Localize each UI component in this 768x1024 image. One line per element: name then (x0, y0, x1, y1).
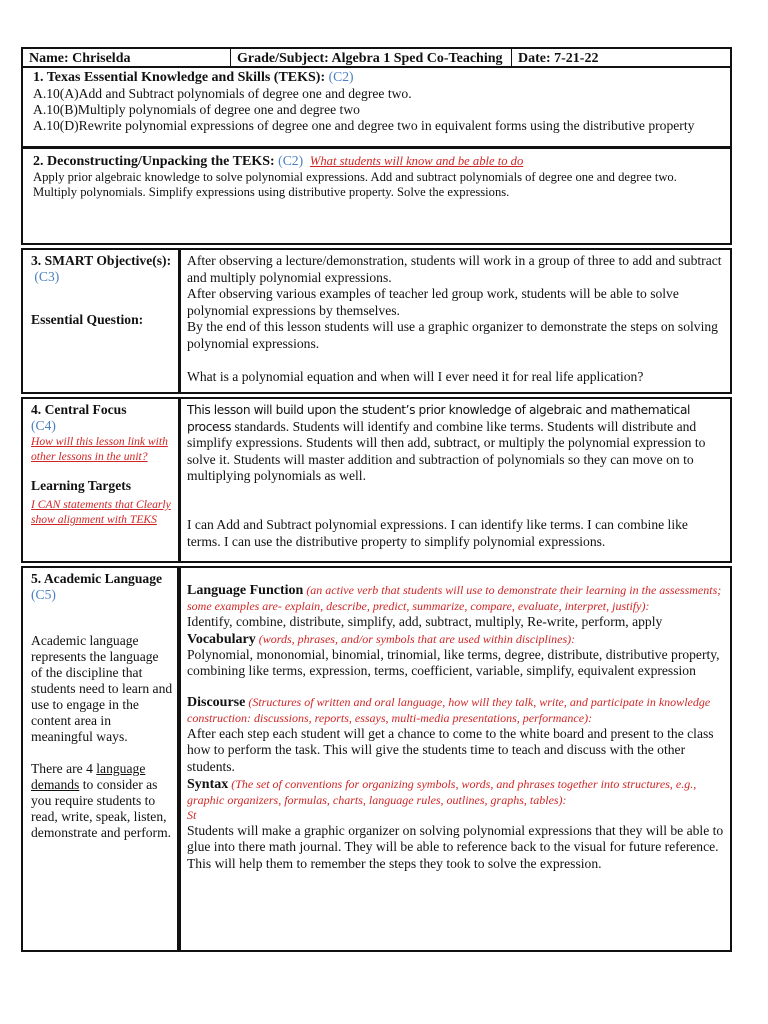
teacher-name: Name: Chriselda (23, 49, 231, 66)
academic-left-cell (23, 568, 181, 950)
academic-title: 5. Academic Language (31, 571, 163, 586)
teks-tag: (C2) (328, 69, 354, 84)
central-focus-tag: (C4) (31, 418, 56, 433)
vocabulary-body: Polynomial, mononomial, binomial, trinomial, like terms, degree, distribute, distributive property, combining like terms, expression, terms, coefficient, variable, simplify, equivalent expression (187, 646, 720, 679)
smart-title: 3. SMART Objective(s): (31, 253, 172, 268)
syntax-label: Syntax (187, 776, 229, 792)
teks-line-b: A.10(B)Multiply polynomials of degree one and degree two (33, 102, 360, 117)
language-function-label: Language Function (187, 583, 304, 598)
syntax-st: St (187, 807, 197, 822)
learning-targets-title: Learning Targets (31, 478, 132, 493)
smart-objective-3: By the end of this lesson students will use a graphic organizer to demonstrate the steps on solving polynomial expressions. (187, 319, 718, 351)
smart-objective-1: After observing a lecture/demonstration, students will work in a group of three to add and subtract and multiply polynomial expressions. (187, 253, 722, 285)
academic-right-cell (181, 568, 730, 950)
deconstruct-hint: What students will know and be able to do (309, 154, 524, 168)
teks-section (21, 68, 732, 148)
academic-description: Academic language represents the language of the discipline that students need to learn and use to engage in the content area in meaningful ways. (31, 633, 173, 744)
vocabulary-label: Vocabulary (187, 631, 256, 647)
central-focus-title: 4. Central Focus (31, 402, 127, 417)
deconstruct-body: Apply prior algebraic knowledge to solve polynomial expressions. Add and subtract polynomials of degree one and degree two. Multiply polynomials. Simplify expressions using distributive property. Solve the expressions. (33, 170, 677, 199)
learning-targets-hint: I CAN statements that Clearly show alignment with TEKS (31, 498, 171, 526)
teks-title: 1. Texas Essential Knowledge and Skills (TEKS): (33, 70, 329, 85)
central-right-cell (181, 399, 730, 561)
language-demands-link: language demands (31, 761, 146, 792)
central-focus-hint: How will this lesson link with other lessons in the unit? (31, 435, 168, 463)
central-left-cell (23, 399, 181, 561)
discourse-hint: (Structures of written and oral language, how will they talk, write, and participate in knowledge construction: discussions, reports, essays, multi-media presentations, performance): (187, 694, 711, 725)
syntax-body: Students will make a graphic organizer on solving polynomial expressions that they will be able to glue into there math journal. They will be able to reference back to the visual for future reference. This will help them to remember the steps they took to solve the expression. (187, 822, 724, 871)
smart-section (21, 248, 732, 394)
smart-tag: (C3) (34, 269, 60, 284)
discourse-body: After each step each student will get a chance to come to the white board and present to the class how to perform the task. This will give the students time to teach and discuss with the other students. (187, 725, 714, 774)
teks-line-c: A.10(D)Rewrite polynomial expressions of degree one and degree two in equivalent forms using the distributive property (33, 118, 695, 133)
demands-post: to consider as you require students to read, write, speak, listen, demonstrate and perform. (31, 777, 172, 840)
central-focus-section (21, 397, 732, 563)
central-focus-body: standards. Students will identify and combine like terms. Students will distribute and simplify expressions. Students will then add, subtract, or multiply the polynomial expression to solve it. Students will master addition and subtraction of polynomials so they can move on to multiplying polynomials as well. (187, 418, 706, 484)
teks-line-a: A.10(A)Add and Subtract polynomials of degree one and degree two. (33, 86, 412, 101)
vocabulary-hint: (words, phrases, and/or symbols that are used within disciplines): (255, 631, 576, 646)
demands-pre: There are 4 (31, 761, 97, 776)
academic-tag: (C5) (31, 587, 56, 602)
essential-question: What is a polynomial equation and when will I ever need it for real life application? (187, 368, 644, 384)
lesson-plan-document (21, 47, 732, 952)
deconstruct-tag: (C2) (278, 153, 304, 168)
smart-right-cell (181, 250, 730, 392)
essential-question-label: Essential Question: (31, 312, 144, 327)
learning-targets-body: I can Add and Subtract polynomial expressions. I can identify like terms. I can combine like terms. I can use the distributive property to simplify polynomial expressions. (187, 516, 688, 549)
deconstruct-title: 2. Deconstructing/Unpacking the TEKS: (33, 154, 279, 169)
lesson-date: Date: 7-21-22 (518, 51, 599, 66)
academic-language-section (21, 566, 732, 952)
language-function-body: Identify, combine, distribute, simplify, add, subtract, multiply, Re-write, perform, apply (187, 614, 663, 629)
header-row (21, 47, 732, 68)
smart-left-cell (23, 250, 181, 392)
deconstruct-section (21, 148, 732, 245)
central-focus-lead: This lesson will build upon the student’s prior knowledge of algebraic and mathematical process (187, 403, 691, 434)
smart-objective-2: After observing various examples of teacher led group work, students will be able to solve polynomial expressions by themselves. (187, 286, 679, 318)
language-function-hint: (an active verb that students will use to demonstrate their learning in the assessments; some examples are- explain, describe, predict, summarize, compare, evaluate, interpret, justify): (187, 583, 722, 613)
grade-subject: Grade/Subject: Algebra 1 Sped Co-Teaching (231, 49, 512, 66)
syntax-hint: (The set of conventions for organizing symbols, words, and phrases together into structures, e.g., graphic organizers, formulas, charts, language rules, outlines, graphs, tables): (187, 776, 697, 807)
discourse-label: Discourse (187, 694, 246, 710)
